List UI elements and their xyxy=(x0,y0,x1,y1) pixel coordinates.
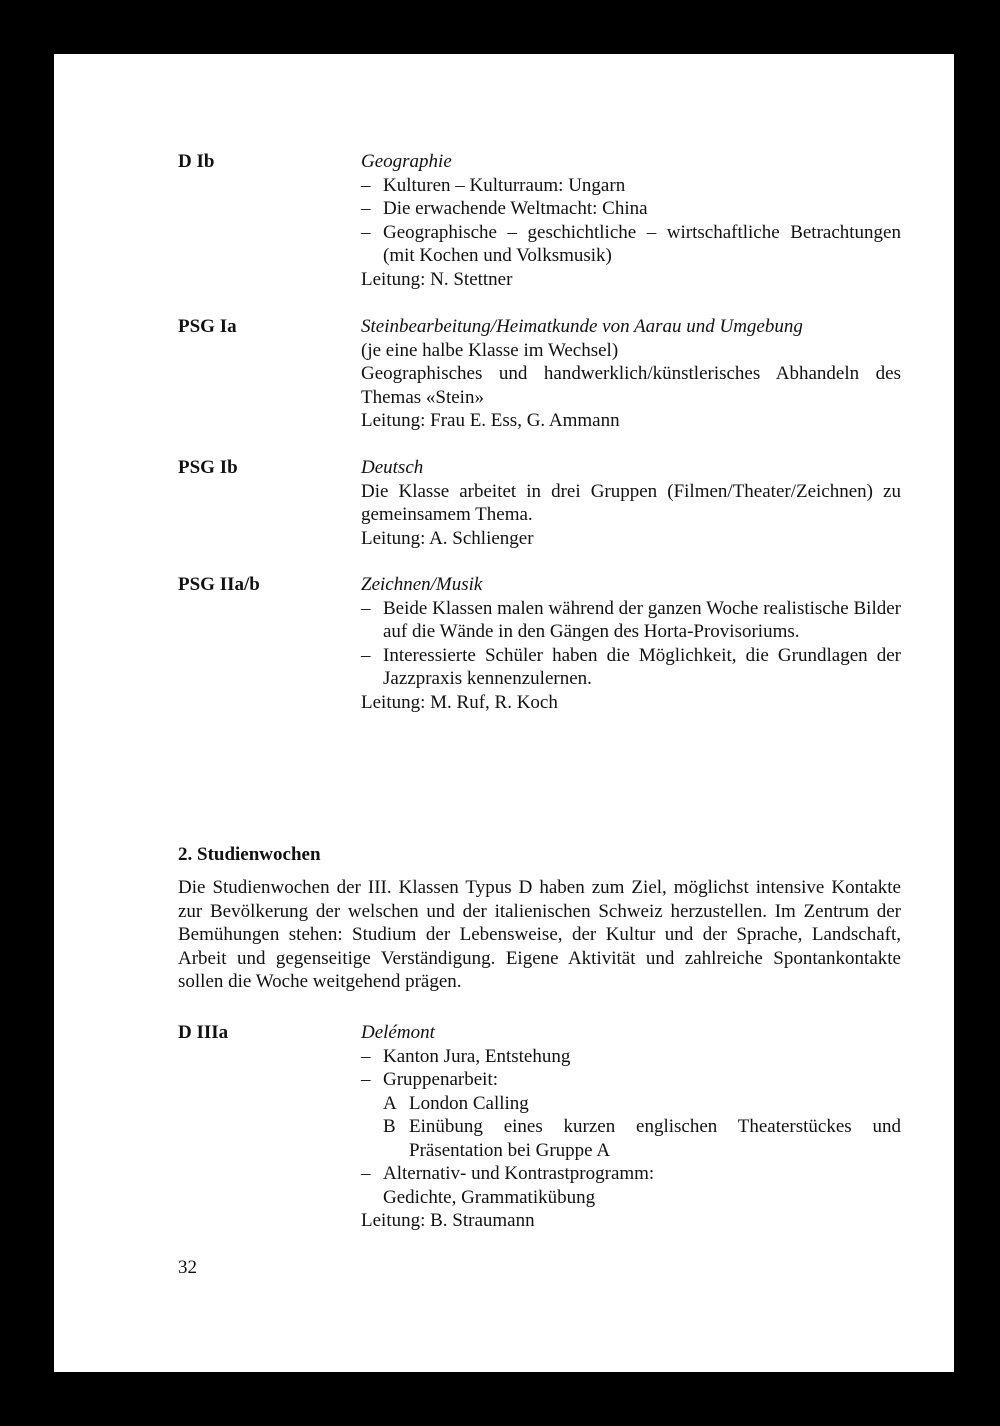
text-line: Die Klasse arbeitet in drei Gruppen (Filmen/Theater/Zeichnen) zu gemeinsamem Thema. xyxy=(361,480,901,525)
leitung-line: Leitung: A. Schlienger xyxy=(361,527,534,549)
sub-item-letter: B xyxy=(383,1116,396,1137)
entry-body xyxy=(361,456,901,550)
list-item: – Die erwachende Weltmacht: China xyxy=(361,197,901,221)
text-line: Geographisches und handwerklich/künstlerisches Abhandeln des Themas «Stein» xyxy=(361,363,901,408)
class-code: D IIIa xyxy=(178,1022,229,1043)
subject-title: Geographie xyxy=(361,151,452,172)
section-heading: 2. Studienwochen xyxy=(178,844,321,865)
list-item: – Kanton Jura, Entstehung xyxy=(361,1045,901,1069)
entry-body xyxy=(361,150,901,291)
text-line: (je eine halbe Klasse im Wechsel) xyxy=(361,339,619,361)
entry-body xyxy=(361,315,901,433)
sub-item-text: Einübung eines kurzen englischen Theaterstückes und Präsentation bei Gruppe A xyxy=(409,1116,901,1161)
page-number: 32 xyxy=(178,1257,197,1278)
entry-body xyxy=(361,573,901,714)
sub-item-b xyxy=(361,1115,901,1162)
class-code: D Ib xyxy=(178,151,215,172)
sub-item-letter: A xyxy=(383,1092,397,1114)
subject-title: Steinbearbeitung/Heimatkunde von Aarau und Umgebung xyxy=(361,316,803,337)
sub-item-text: London Calling xyxy=(409,1092,529,1114)
list-item: – Gruppenarbeit: xyxy=(361,1068,901,1092)
section-paragraph: Die Studienwochen der III. Klassen Typus D haben zum Ziel, möglichst intensive Kontakte zur Bevölkerung der welschen und der italienischen Schweiz herzustellen. Im Zentrum der Bemühungen stehen: Studium der Lebensweise, der Kultur und der Sprache, Landschaft, Arbeit und gegenseitige Verständigung. Eigene Aktivität und zahlreiche Spontankontakte sollen die Woche weitgehend prägen. xyxy=(178,877,901,992)
leitung-line: Leitung: Frau E. Ess, G. Ammann xyxy=(361,410,620,431)
entry-body xyxy=(361,1021,901,1233)
document-page xyxy=(54,54,954,1372)
leitung-line: Leitung: B. Straumann xyxy=(361,1210,535,1231)
list-item: – Beide Klassen malen während der ganzen Woche realistische Bilder auf die Wände in den Gängen des Horta-Provisoriums. xyxy=(361,597,901,644)
class-code: PSG Ia xyxy=(178,316,237,337)
list-item: – Alternativ- und Kontrastprogramm: xyxy=(361,1162,901,1186)
subject-title: Zeichnen/Musik xyxy=(361,574,483,595)
list-item: – Interessierte Schüler haben die Möglichkeit, die Grundlagen der Jazzpraxis kennenzulernen. xyxy=(361,644,901,691)
list-item-continuation: Gedichte, Grammatikübung xyxy=(383,1186,596,1208)
subject-title: Deutsch xyxy=(361,457,424,478)
list-item: – Kulturen – Kulturraum: Ungarn xyxy=(361,174,901,198)
subject-title: Delémont xyxy=(361,1022,435,1043)
class-code: PSG IIa/b xyxy=(178,574,260,595)
list-item: – Geographische – geschichtliche – wirtschaftliche Betrachtungen (mit Kochen und Volksmusik) xyxy=(361,221,901,268)
sub-item-a xyxy=(361,1092,901,1116)
leitung-line: Leitung: N. Stettner xyxy=(361,268,513,290)
class-code: PSG Ib xyxy=(178,457,238,478)
leitung-line: Leitung: M. Ruf, R. Koch xyxy=(361,691,558,713)
